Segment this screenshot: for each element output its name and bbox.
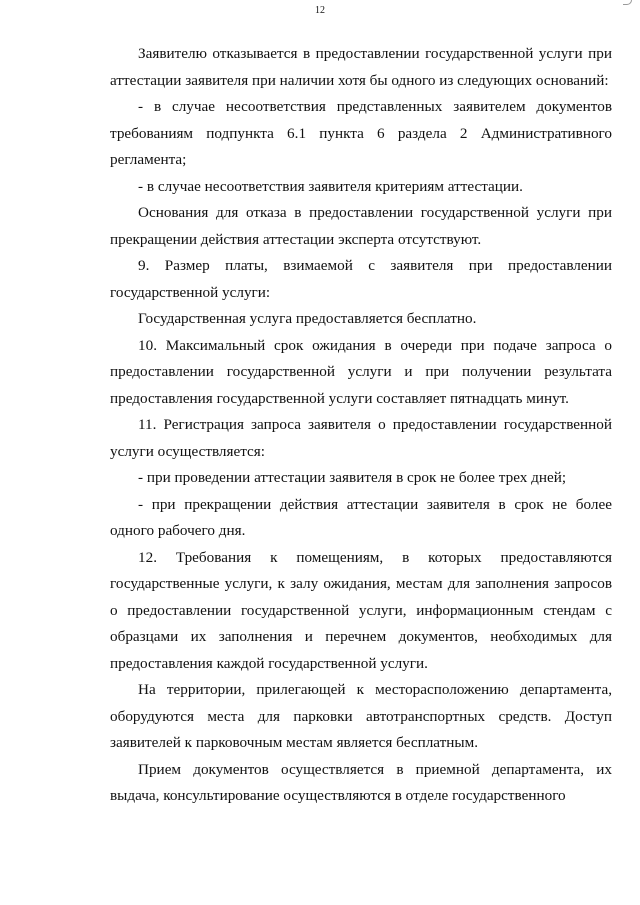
paragraph-item-10-waiting-time: 10. Максимальный срок ожидания в очереди при подаче запроса о предоставлении государственной услуги и при получении результата предоставления государственной услуги составляет пятнадцать минут. xyxy=(110,336,612,407)
paragraph-item-12-premises: 12. Требования к помещениям, в которых предоставляются государственные услуги, к залу ожидания, местам для заполнения запросов о предоставлении государственной услуги, информационным стендам с образцами их заполнения и перечнем документов, необходимых для предоставления каждой государственной услуги. xyxy=(110,548,612,672)
paragraph-document-reception: Прием документов осуществляется в приемной департамента, их выдача, консультирование осуществляются в отделе государственного xyxy=(110,760,612,804)
page-number: 12 xyxy=(315,5,325,16)
document-body xyxy=(110,41,612,810)
paragraph-item-11-registration: 11. Регистрация запроса заявителя о предоставлении государственной услуги осуществляется: xyxy=(110,416,612,460)
paragraph-registration-one-day: - при прекращении действия аттестации заявителя в срок не более одного рабочего дня. xyxy=(110,495,612,539)
paragraph-free-service: Государственная услуга предоставляется бесплатно. xyxy=(138,310,477,327)
paragraph-criteria-mismatch: - в случае несоответствия заявителя критериям аттестации. xyxy=(138,177,523,195)
paragraph-registration-three-days: - при проведении аттестации заявителя в срок не более трех дней; xyxy=(138,469,567,486)
paragraph-documents-mismatch: - в случае несоответствия представленных заявителем документов требованиям подпункта 6.1 пункта 6 раздела 2 Административного регламента; xyxy=(110,98,612,168)
paragraph-parking: На территории, прилегающей к месторасположению департамента, оборудуются места для парковки автотранспортных средств. Доступ заявителей к парковочным местам является бесплатным. xyxy=(110,681,612,751)
paragraph-refusal-grounds: Заявителю отказывается в предоставлении государственной услуги при аттестации заявителя при наличии хотя бы одного из следующих оснований: xyxy=(110,45,612,89)
paragraph-no-refusal-grounds: Основания для отказа в предоставлении государственной услуги при прекращении действия аттестации эксперта отсутствуют. xyxy=(110,204,612,248)
paragraph-item-9-fee: 9. Размер платы, взимаемой с заявителя при предоставлении государственной услуги: xyxy=(110,257,612,301)
